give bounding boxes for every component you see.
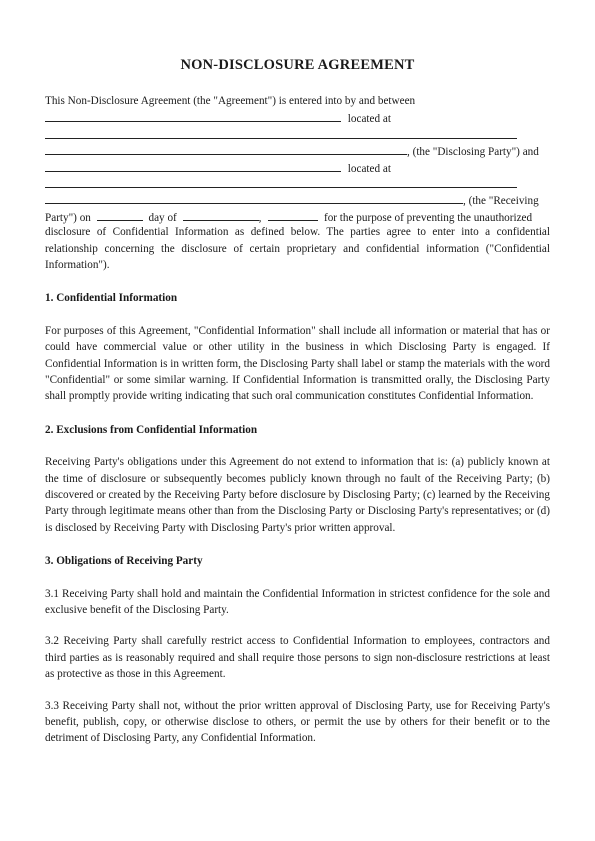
intro-line-5 (45, 159, 550, 175)
party2-name-blank[interactable] (45, 159, 341, 172)
date-year-blank[interactable] (268, 208, 318, 221)
party2-address-blank[interactable] (45, 175, 517, 188)
intro-line-6 (45, 175, 550, 191)
party2-address-blank-2[interactable] (45, 191, 463, 204)
section-1-heading: 1. Confidential Information (45, 292, 178, 305)
intro-line-2 (45, 109, 550, 125)
party1-address-blank[interactable] (45, 126, 517, 139)
intro-text: This Non-Disclosure Agreement (the "Agreement") is entered into by and between (45, 95, 416, 107)
intro-line-8 (45, 208, 550, 224)
date-comma: , (258, 211, 262, 224)
receiving-party-label: , (the "Receiving (463, 195, 539, 208)
party1-name-blank[interactable] (45, 109, 341, 122)
disclosing-party-label: , (the "Disclosing Party") and (407, 146, 539, 159)
purpose-text: for the purpose of preventing the unauthorized (323, 211, 533, 224)
document-title: NON-DISCLOSURE AGREEMENT (180, 57, 415, 73)
day-of-label: day of (148, 211, 177, 224)
section-3-paragraph-1: 3.1 Receiving Party shall hold and maintain the Confidential Information in strictest confidence for the sole and exclusive benefit of the Disclosing Party. (45, 587, 550, 617)
section-3-paragraph-3: 3.3 Receiving Party shall not, without the prior written approval of Disclosing Party, use for Receiving Party's benefit, publish, copy, or otherwise disclose to others, or permit the use by others for their benefit or to the detriment of Disclosing Party, any Confidential Information. (45, 699, 550, 745)
document-body (45, 93, 550, 747)
party1-address-blank-2[interactable] (45, 142, 407, 155)
located-at-label-1: located at (347, 113, 391, 126)
section-2-paragraph-1: Receiving Party's obligations under this Agreement do not extend to information that is: (a) publicly known at the time of disclosure or subsequently becomes publicly known through no fault of the Receiving Party; (b) discovered or created by the Receiving Party before disclosure by Disclosing Party; (c) learned by the Receiving Party through legitimate means other than from the Disclosing Party or Disclosing Party's representatives; or (d) is disclosed by Receiving Party with Disclosing Party's prior written approval. (45, 456, 550, 534)
intro-paragraph: disclosure of Confidential Information as defined below. The parties agree to enter into a confidential relationship concerning the disclosure of certain proprietary and confidential information ("Confidential Information"). (45, 226, 550, 271)
section-3-paragraph-2: 3.2 Receiving Party shall carefully restrict access to Confidential Information to employees, contractors and third parties as is reasonably required and shall require those persons to sign non-disclosure restrictions at least as protective as those in this Agreement. (45, 635, 550, 681)
intro-line-7 (45, 191, 550, 207)
intro-line-4 (45, 142, 550, 158)
section-3-heading: 3. Obligations of Receiving Party (45, 555, 203, 568)
section-1-paragraph-1: For purposes of this Agreement, "Confidential Information" shall include all information or material that has or could have commercial value or other utility in the business in which Disclosing Party is engaged. If Confidential Information is in written form, the Disclosing Party shall label or stamp the materials with the word "Confidential" or some similar warning. If Confidential Information is transmitted orally, the Disclosing Party shall promptly provide writing indicating that such oral communication constitutes Confidential Information. (45, 324, 550, 403)
party-on-label: Party") on (45, 211, 91, 224)
intro-line-3 (45, 126, 550, 142)
date-month-blank[interactable] (183, 208, 259, 221)
date-day-blank[interactable] (97, 208, 143, 221)
intro-line-1 (45, 93, 550, 109)
located-at-label-2: located at (347, 162, 391, 175)
section-2-heading: 2. Exclusions from Confidential Information (45, 423, 258, 436)
